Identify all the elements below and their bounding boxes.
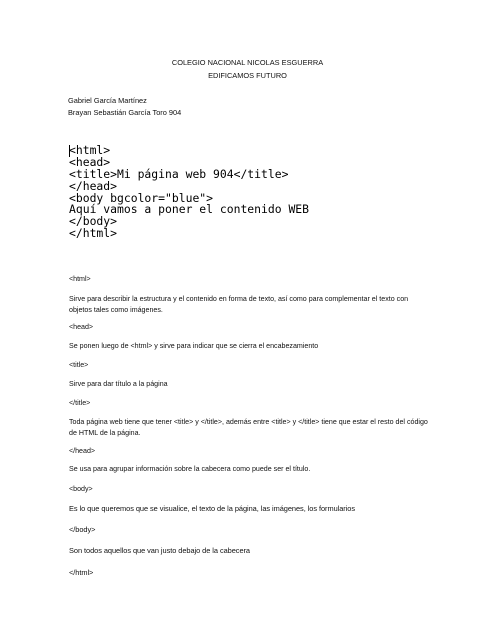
code-line-html-open: <html>	[69, 143, 111, 157]
section-tag-head-open: <head>	[69, 323, 94, 331]
code-line-content: Aquí vamos a poner el contenido WEB	[69, 202, 310, 217]
section-description-body-open: Es lo que queremos que se visualice, el texto de la página, las imágenes, los formularios	[69, 504, 355, 513]
code-line-head-close: </head>	[69, 178, 118, 193]
section-tag-body-open: <body>	[69, 485, 93, 493]
section-description-title-close: Toda página web tiene que tener <title> y </title>, además entre <title> y </title> tiene que estar el resto del código de HTML de la página.	[69, 418, 428, 437]
section-description-title-open: Sirve para dar título a la página	[69, 380, 168, 388]
section-tag-html-open: <html>	[69, 275, 91, 283]
author-name-2: Brayan Sebastián García Toro 904	[68, 108, 182, 117]
school-motto: EDIFICAMOS FUTURO	[208, 71, 287, 80]
code-line-html-close: </html>	[69, 226, 118, 241]
html-code-example	[69, 145, 309, 240]
section-description-head-open: Se ponen luego de <html> y sirve para indicar que se cierra el encabezamiento	[69, 342, 319, 350]
section-tag-head-close: </head>	[69, 447, 96, 455]
code-line-body-open: <body bgcolor="blue">	[69, 190, 214, 205]
code-line-head-open: <head>	[69, 154, 111, 169]
author-name-1: Gabriel García Martínez	[68, 96, 147, 105]
school-name: COLEGIO NACIONAL NICOLAS ESGUERRA	[171, 58, 324, 67]
section-description-html-open: Sirve para describir la estructura y el contenido en forma de texto, así como para complementar el texto con objetos tales como imágenes.	[69, 295, 409, 314]
code-line-body-close: </body>	[69, 214, 118, 229]
code-line-title: <title>Mi página web 904</title>	[69, 166, 289, 181]
section-tag-title-close: </title>	[69, 399, 91, 407]
section-tag-body-close: </body>	[69, 525, 96, 534]
section-tag-title-open: <title>	[69, 361, 89, 369]
section-tag-html-close: </html>	[69, 568, 94, 577]
section-description-head-close: Se usa para agrupar información sobre la cabecera como puede ser el título.	[69, 465, 311, 473]
section-description-body-close: Son todos aquellos que van justo debajo de la cabecera	[69, 546, 250, 555]
